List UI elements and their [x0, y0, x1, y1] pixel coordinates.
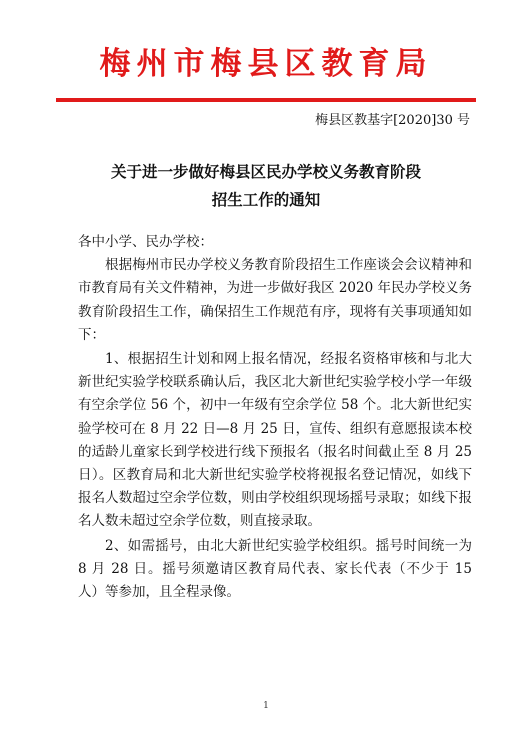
red-header-rule: [56, 98, 476, 102]
salutation: 各中小学、民办学校：: [78, 234, 213, 250]
document-title: [0, 158, 532, 214]
document-title-line-1: 关于进一步做好梅县区民办学校义务教育阶段: [110, 163, 421, 181]
document-number: 梅县区教基字[2020]30 号: [315, 113, 470, 128]
issuing-authority-title: 梅州市梅县区教育局: [99, 46, 433, 82]
paragraph-item-1: 1、根据招生计划和网上报名情况，经报名资格审核和与北大新世纪实验学校联系确认后，我区北大新世纪实验学校小学一年级有空余学位 56 个，初中一年级有空余学位 58 个。北大新世纪实验学校可在 8 月 22 日—8 月 25 日，宣传、组织有意愿报读本校的适龄儿童家长到学校进行线下预报名（报名时间截止至 8 月 25 日）。区教育局和北大新世纪实验学校将视报名登记情况，如线下报名人数超过空余学位数，则由学校组织现场摇号录取；如线下报名人数未超过空余学位数，则直接录取。: [78, 351, 472, 530]
document-title-line-2: 招生工作的通知: [211, 191, 321, 209]
paragraph-intro: 根据梅州市民办学校义务教育阶段招生工作座谈会会议精神和市教育局有关文件精神，为进一步做好我区 2020 年民办学校义务教育阶段招生工作，确保招生工作规范有序，现将有关事项通知如下：: [78, 257, 472, 343]
paragraph-item-2: 2、如需摇号，由北大新世纪实验学校组织。摇号时间统一为 8 月 28 日。摇号须邀请区教育局代表、家长代表（不少于 15 人）等参加，且全程录像。: [78, 537, 472, 601]
document-body: [78, 231, 472, 604]
page-number: 1: [263, 701, 269, 711]
